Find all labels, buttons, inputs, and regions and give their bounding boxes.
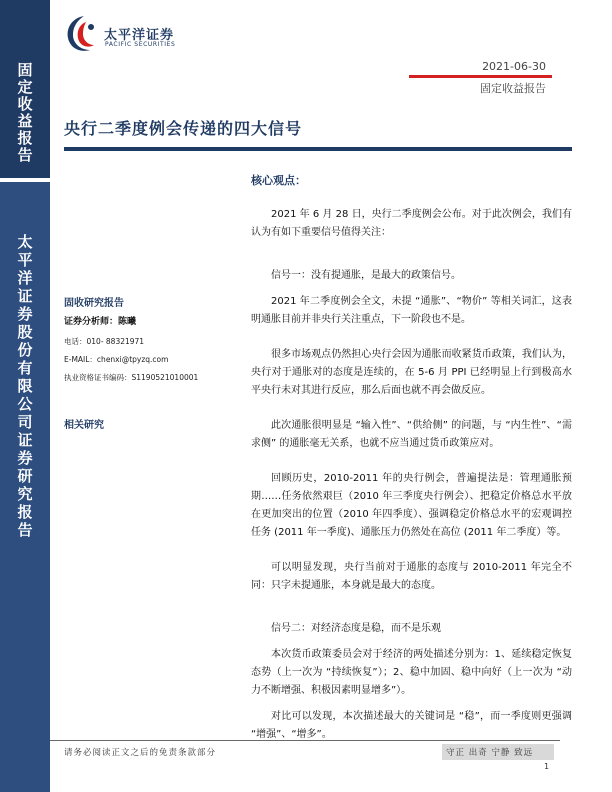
analyst-email: E-MAIL：chenxi@tpyzq.com [64,355,169,364]
key-points-heading: 核心观点： [251,174,306,187]
paragraph: 可以明显发现，央行当前对于通胀的态度与 2010-2011 年完全不同：只字未提通胀，本身就是最大的态度。 [251,562,572,591]
signal-two-heading: 信号二：对经济态度是稳，而不是乐观 [271,623,441,634]
footer-disclaimer: 请务必阅读正文之后的免责条款部分 [64,748,217,758]
page-number: 1 [544,762,550,771]
analyst-name: 证券分析师：陈曦 [64,317,137,327]
sidebar [0,0,50,792]
report-title: 央行二季度例会传递的四大信号 [64,119,303,138]
paragraph: 对比可以发现，本次描述最大的关键词是 “稳”，而一季度则更强调 “增强”、“增多”。 [251,711,572,740]
sidebar-report-type-band [0,0,50,178]
section-label: 固收研究报告 [64,298,124,309]
paragraph: 本次货币政策委员会对于经济的两处描述分别为：1、延续稳定恢复态势（上一次为 “持续恢复”）；2、稳中加固、稳中向好（上一次为 “动力不断增强、积极因素明显增多”）。 [251,649,572,696]
sidebar-company-label: 太平洋证券股份有限公司证券研究报告 [15,234,34,540]
logo-name-en: PACIFIC SECURITIES [105,41,176,48]
analyst-cert: 执业资格证书编码：S1190521010001 [64,373,199,382]
footer-motto: 守正 出奇 宁静 致远 [442,744,554,760]
footer-divider [50,740,560,741]
related-research-label: 相关研究 [64,420,104,431]
paragraph: 回顾历史，2010-2011 年的央行例会，普遍提法是：管理通胀预期……任务依然艰巨（2010 年三季度央行例会）、把稳定价格总水平放在更加突出的位置（2010 年四季度）、强调稳定价格总水平的宏观调控任务 (2011 年一季度)、通胀压力仍然处在高位 (2011 年二季度）等。 [251,473,572,538]
paragraph: 很多市场观点仍然担心央行会因为通胀而收紧货币政策，我们认为，央行对于通胀对的态度是连续的，在 5-6 月 PPI 已经明显上行到极高水平央行未对其进行反应，那么后面也就不再会做反应。 [251,349,572,396]
report-date: 2021-06-30 [482,60,546,73]
paragraph: 此次通胀很明显是 “输入性”、“供给侧” 的问题，与 “内生性”、“需求侧” 的通胀毫无关系，也就不应当通过货币政策应对。 [251,420,572,449]
title-divider [64,147,572,151]
paragraph: 2021 年 6 月 28 日，央行二季度例会公布。对于此次例会，我们有认为有如下重要信号值得关注： [251,209,572,238]
paragraph: 2021 年二季度例会全文，未提 “通胀”、“物价” 等相关词汇，这表明通胀目前并非央行关注重点，下一阶段也不是。 [251,296,572,325]
signal-one-heading: 信号一：没有提通胀，是最大的政策信号。 [271,270,461,281]
logo-name-cn: 太平洋证券 [104,28,175,43]
sidebar-report-type-label: 固定收益报告 [15,62,34,164]
report-type: 固定收益报告 [480,82,546,95]
analyst-phone: 电话：010- 88321971 [64,337,145,346]
pacific-logo-icon [64,14,100,54]
company-logo [64,14,176,54]
header-red-divider [409,75,552,78]
main-content [251,172,572,744]
sidebar-company-band [0,182,50,792]
analyst-info [64,294,240,390]
